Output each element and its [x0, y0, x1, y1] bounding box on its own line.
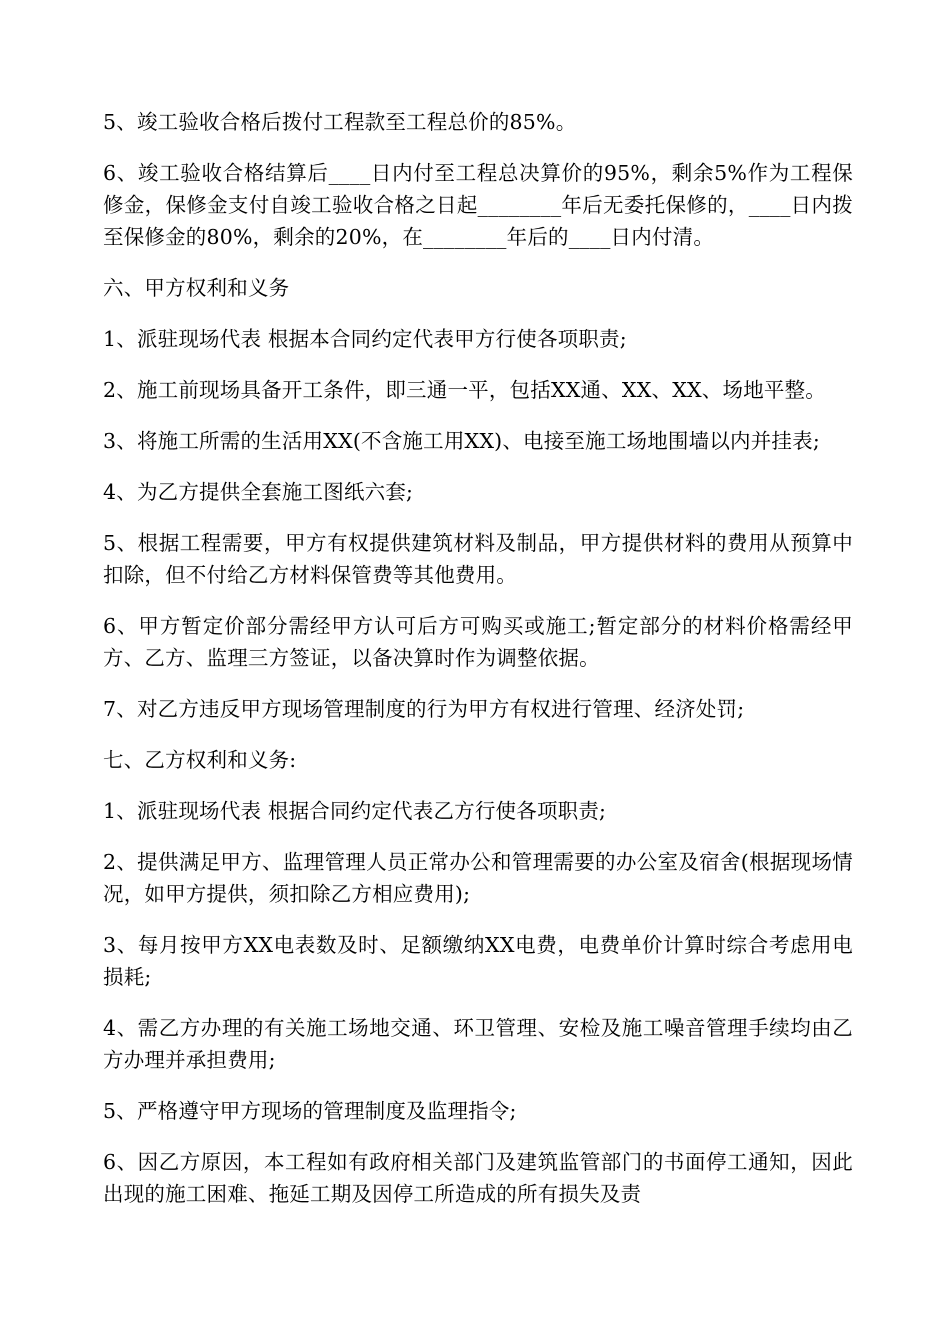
party-b-clause-5: 5、严格遵守甲方现场的管理制度及监理指令; — [103, 1099, 517, 1123]
party-b-clause-6: 6、因乙方原因，本工程如有政府相关部门及建筑监管部门的书面停工通知，因此出现的施工困难、拖延工期及因停工所造成的所有损失及责 — [103, 1150, 853, 1206]
party-a-clause-2: 2、施工前现场具备开工条件，即三通一平，包括XX通、XX、XX、场地平整。 — [103, 378, 827, 402]
party-b-clause-2: 2、提供满足甲方、监理管理人员正常办公和管理需要的办公室及宿舍(根据现场情况，如甲方提供，须扣除乙方相应费用); — [103, 850, 853, 906]
section-heading-party-b: 七、乙方权利和义务: — [103, 748, 297, 772]
party-a-clause-7: 7、对乙方违反甲方现场管理制度的行为甲方有权进行管理、经济处罚; — [103, 697, 745, 721]
clause-5-completion-payment: 5、竣工验收合格后拨付工程款至工程总价的85%。 — [103, 110, 577, 134]
party-b-clause-4: 4、需乙方办理的有关施工场地交通、环卫管理、安检及施工噪音管理手续均由乙方办理并承担费用; — [103, 1016, 853, 1072]
party-b-clause-1: 1、派驻现场代表 根据合同约定代表乙方行使各项职责; — [103, 799, 607, 823]
party-a-clause-5: 5、根据工程需要，甲方有权提供建筑材料及制品，甲方提供材料的费用从预算中扣除，但不付给乙方材料保管费等其他费用。 — [103, 531, 853, 587]
clause-6-final-settlement: 6、竣工验收合格结算后____日内付至工程总决算价的95%，剩余5%作为工程保修金，保修金支付自竣工验收合格之日起________年后无委托保修的，____日内拨至保修金的80%，剩余的20%，在________年后的____日内付清。 — [103, 161, 853, 249]
party-a-clause-6: 6、甲方暂定价部分需经甲方认可后方可购买或施工;暂定部分的材料价格需经甲方、乙方、监理三方签证，以备决算时作为调整依据。 — [103, 614, 853, 670]
party-a-clause-1: 1、派驻现场代表 根据本合同约定代表甲方行使各项职责; — [103, 327, 627, 351]
section-heading-party-a: 六、甲方权利和义务 — [103, 276, 290, 300]
party-b-clause-3: 3、每月按甲方XX电表数及时、足额缴纳XX电费，电费单价计算时综合考虑用电损耗; — [103, 933, 853, 989]
party-a-clause-3: 3、将施工所需的生活用XX(不含施工用XX)、电接至施工场地围墙以内并挂表; — [103, 429, 820, 453]
document-page — [103, 106, 853, 1229]
party-a-clause-4: 4、为乙方提供全套施工图纸六套; — [103, 480, 414, 504]
